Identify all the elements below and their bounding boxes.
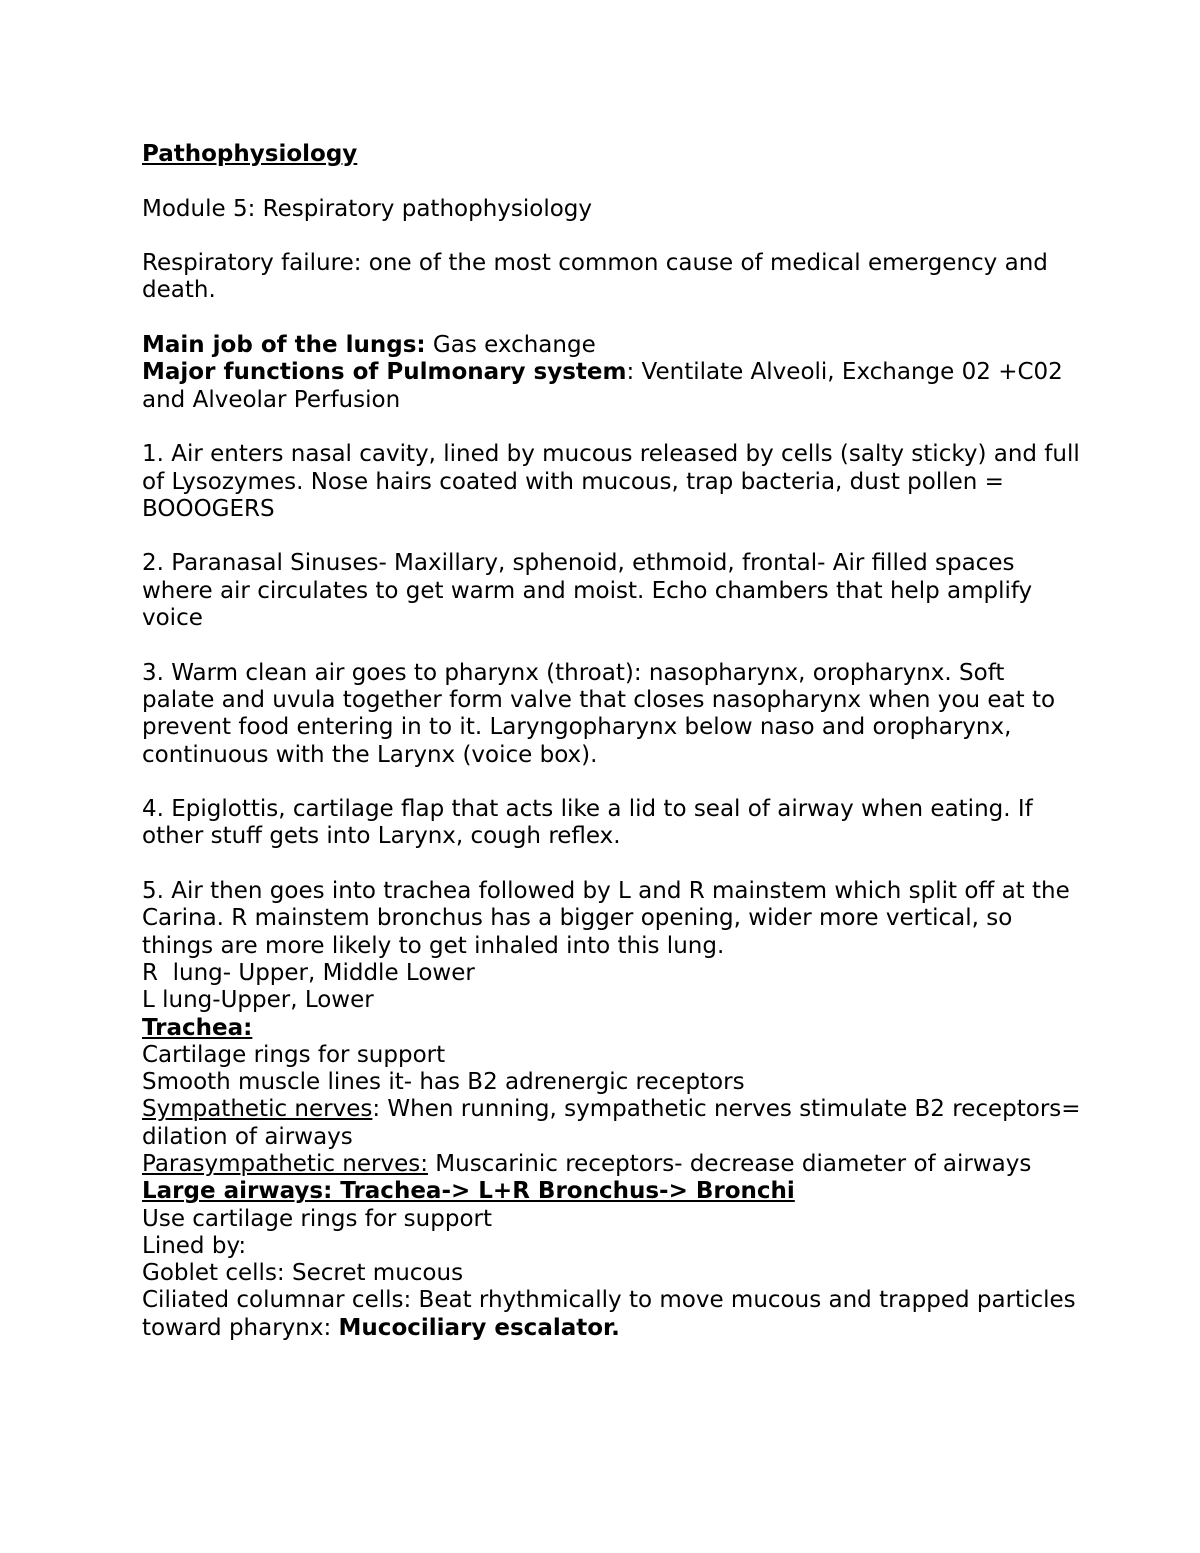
module-heading: Module 5: Respiratory pathophysiology bbox=[142, 195, 592, 222]
major-functions-label: Major functions of Pulmonary system bbox=[142, 359, 627, 386]
sympathetic-text: : When running, sympathetic nerves stimulate B2 receptors= dilation of airways bbox=[142, 1096, 1081, 1150]
mucociliary-escalator-text: Mucociliary escalator. bbox=[338, 1314, 620, 1341]
main-job-label: Main job of the lungs: bbox=[142, 332, 426, 359]
major-functions-text: : Ventilate Alveoli, Exchange 02 +C02 and Alveolar Perfusion bbox=[142, 359, 1063, 413]
parasympathetic-line bbox=[142, 1151, 1082, 1178]
major-functions-line bbox=[142, 359, 1082, 414]
large-airways-heading bbox=[142, 1178, 1082, 1205]
trachea-heading-text: Trachea: bbox=[142, 1014, 253, 1041]
sympathetic-label: Sympathetic nerves bbox=[142, 1096, 373, 1123]
title-text: Pathophysiology bbox=[142, 141, 358, 167]
right-lung-line: R lung- Upper, Middle Lower bbox=[142, 959, 475, 986]
step-3-paragraph: 3. Warm clean air goes to pharynx (throat): nasopharynx, oropharynx. Soft palate and uvula together form valve that closes nasopharynx when you eat to prevent food entering in to it. Laryngopharynx below naso and oropharynx, continuous with the Larynx (voice box). bbox=[142, 659, 1056, 768]
main-job-line bbox=[142, 332, 1082, 359]
large-airways-line-1: Use cartilage rings for support bbox=[142, 1205, 492, 1232]
main-job-text: Gas exchange bbox=[425, 332, 596, 359]
step-5-paragraph: 5. Air then goes into trachea followed by L and R mainstem which split off at the Carina. R mainstem bronchus has a bigger opening, wider more vertical, so things are more likely to get inhaled into this lung. bbox=[142, 878, 1070, 959]
trachea-line-2: Smooth muscle lines it- has B2 adrenergic receptors bbox=[142, 1069, 745, 1096]
sympathetic-line bbox=[142, 1096, 1082, 1151]
step-2-paragraph: 2. Paranasal Sinuses- Maxillary, sphenoid, ethmoid, frontal- Air filled spaces where air circulates to get warm and moist. Echo chambers that help amplify voice bbox=[142, 550, 1033, 632]
large-airways-line-3: Goblet cells: Secret mucous bbox=[142, 1260, 464, 1287]
large-airways-line-2: Lined by: bbox=[142, 1232, 247, 1259]
document-title bbox=[142, 141, 1082, 168]
large-airways-line-4 bbox=[142, 1287, 1082, 1342]
left-lung-line: L lung-Upper, Lower bbox=[142, 987, 374, 1014]
step-1-paragraph: 1. Air enters nasal cavity, lined by mucous released by cells (salty sticky) and full of Lysozymes. Nose hairs coated with mucous, trap bacteria, dust pollen = BOOOGERS bbox=[142, 441, 1080, 522]
large-airways-heading-text: Large airways: Trachea-> L+R Bronchus-> Bronchi bbox=[142, 1178, 795, 1205]
respiratory-failure-paragraph: Respiratory failure: one of the most common cause of medical emergency and death. bbox=[142, 250, 1048, 304]
ciliated-text: Ciliated columnar cells: Beat rhythmically to move mucous and trapped particles toward pharynx: bbox=[142, 1287, 1076, 1341]
trachea-line-1: Cartilage rings for support bbox=[142, 1041, 446, 1068]
parasympathetic-label: Parasympathetic nerves: bbox=[142, 1150, 428, 1177]
trachea-heading bbox=[142, 1015, 1082, 1042]
document-page bbox=[142, 141, 1082, 1342]
parasympathetic-text: Muscarinic receptors- decrease diameter of airways bbox=[427, 1150, 1032, 1177]
step-4-paragraph: 4. Epiglottis, cartilage flap that acts like a lid to seal of airway when eating. If other stuff gets into Larynx, cough reflex. bbox=[142, 796, 1033, 850]
